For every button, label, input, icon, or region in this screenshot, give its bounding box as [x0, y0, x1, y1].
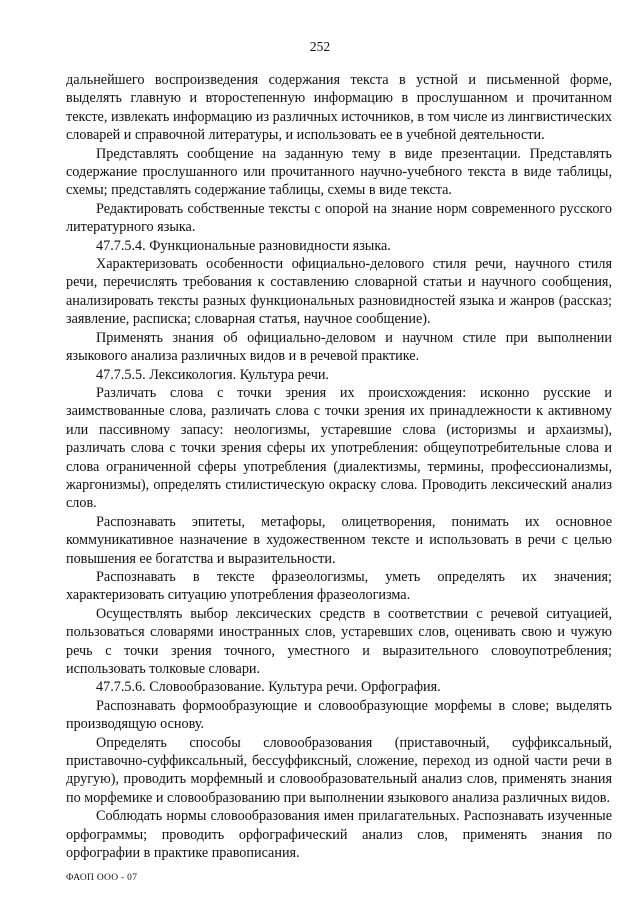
section-heading: 47.7.5.4. Функциональные разновидности языка. [96, 237, 391, 254]
paragraph: Редактировать собственные тексты с опорой на знание норм современного русского литературного языка. [66, 200, 612, 236]
section-heading: 47.7.5.5. Лексикология. Культура речи. [96, 366, 329, 383]
paragraph: Соблюдать нормы словообразования имен прилагательных. Распознавать изученные орфограммы; проводить орфографический анализ слов, применять знания по орфографии в практике правописания. [66, 808, 612, 862]
paragraph: Распознавать в тексте фразеологизмы, уметь определять их значения; характеризовать ситуацию употребления фразеологизма. [66, 568, 612, 604]
page-number: 252 [309, 39, 331, 54]
section-heading: 47.7.5.6. Словообразование. Культура речи. Орфография. [96, 679, 441, 696]
paragraph: Распознавать эпитеты, метафоры, олицетворения, понимать их основное коммуникативное назначение в художественном тексте и использовать в речи с целью повышения ее богатства и выразительности. [66, 513, 612, 567]
paragraph: Представлять сообщение на заданную тему в виде презентации. Представлять содержание прослушанного или прочитанного научно-учебного текста в виде таблицы, схемы; представлять содержание таблицы, схемы в виде текста. [66, 145, 612, 199]
document-body [66, 71, 612, 862]
paragraph: Характеризовать особенности официально-делового стиля речи, научного стиля речи, перечислять требования к составлению словарной статьи и научного сообщения, анализировать тексты разных функциональных разновидностей языка и жанров (рассказ; заявление, расписка; словарная статья, научное сообщение). [66, 256, 612, 328]
paragraph: Определять способы словообразования (приставочный, суффиксальный, приставочно-суффиксальный, бессуффиксный, сложение, переход из одной части речи в другую), проводить морфемный и словообразовательный анализ слов, применять знания по морфемике и словообразованию при выполнении языкового анализа различных видов. [66, 734, 612, 806]
paragraph: Применять знания об официально-деловом и научном стиле при выполнении языкового анализа различных видов и в речевой практике. [66, 329, 612, 365]
paragraph: Распознавать формообразующие и словообразующие морфемы в слове; выделять производящую основу. [66, 697, 612, 733]
page-footer: ФАОП ООО - 07 [66, 873, 138, 883]
paragraph: Осуществлять выбор лексических средств в соответствии с речевой ситуацией, пользоваться словарями иностранных слов, устаревших слов, оценивать свою и чужую речь с точки зрения точного, уместного и выразительного словоупотребления; использовать толковые словари. [66, 605, 612, 677]
paragraph-continuation: дальнейшего воспроизведения содержания текста в устной и письменной форме, выделять главную и второстепенную информацию в прослушанном и прочитанном тексте, извлекать информацию из различных источников, в том числе из лингвистических словарей и справочной литературы, и использовать ее в учебной деятельности. [66, 72, 612, 144]
paragraph: Различать слова с точки зрения их происхождения: исконно русские и заимствованные слова, различать слова с точки зрения их принадлежности к активному или пассивному запасу: неологизмы, устаревшие слова (историзмы и архаизмы), различать слова с точки зрения сферы их употребления: общеупотребительные слова и слова ограниченной сферы употребления (диалектизмы, термины, профессионализмы, жаргонизмы), определять стилистическую окраску слова. Проводить лексический анализ слов. [66, 384, 612, 512]
